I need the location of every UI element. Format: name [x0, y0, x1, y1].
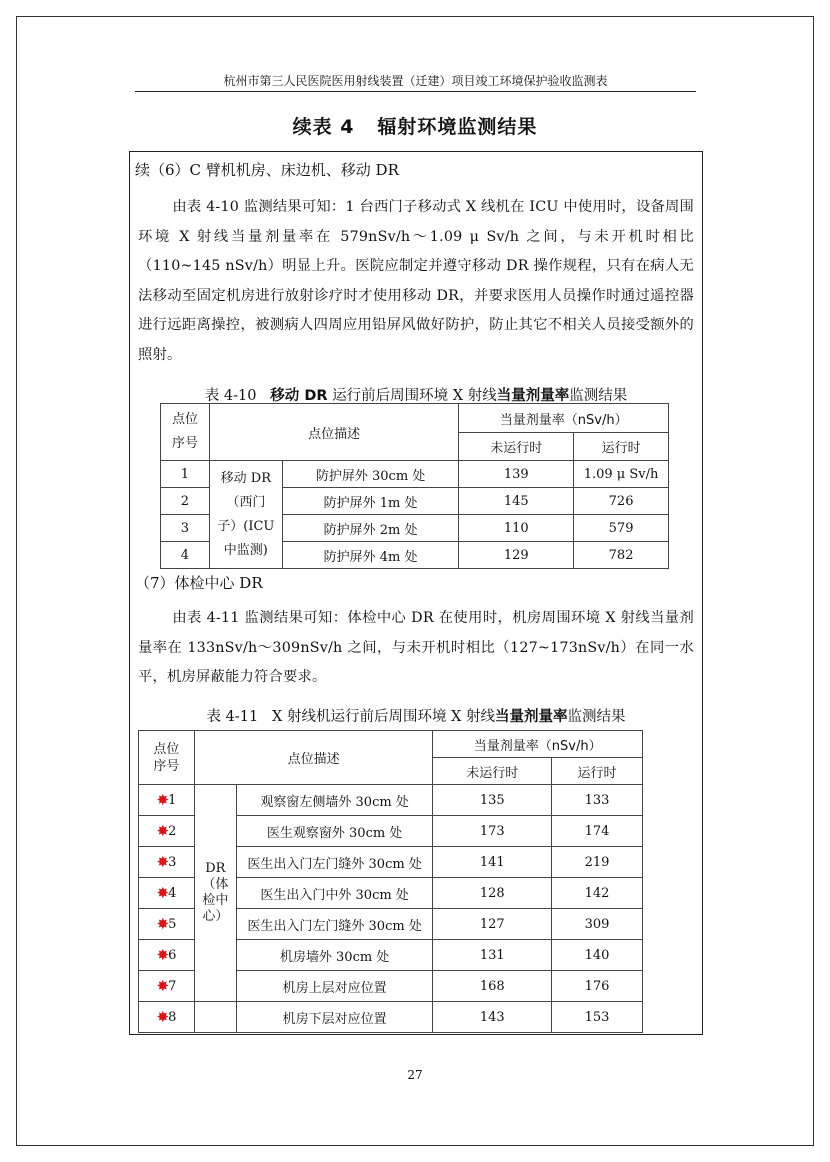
cell-off: 141: [433, 847, 552, 878]
cell-off: 110: [459, 515, 574, 542]
cell-on: 782: [574, 542, 669, 569]
cell-desc: 机房下层对应位置: [236, 1002, 433, 1033]
cell-desc: 防护屏外 4m 处: [282, 542, 459, 569]
running-header: 杭州市第三人民医院医用射线装置（迁建）项目竣工环境保护验收监测表: [223, 74, 608, 88]
caption-bold-1: 移动 DR: [270, 388, 328, 404]
cell-group: 移动 DR （西门 子）(ICU 中监测): [209, 461, 282, 569]
cell-on: 579: [574, 515, 669, 542]
cell-desc: 机房上层对应位置: [236, 971, 433, 1002]
header-point-no: 点位 序号: [139, 731, 195, 785]
cell-no: [139, 971, 195, 1002]
cell-off: 145: [459, 488, 574, 515]
point-number: 8: [168, 1009, 177, 1025]
header-dose-rate: 当量剂量率（nSv/h）: [459, 404, 669, 433]
table-row: [161, 461, 669, 488]
cell-off: 168: [433, 971, 552, 1002]
red-star-icon: ✸: [156, 790, 170, 809]
caption-prefix: 表 4-10: [204, 388, 271, 404]
page-number: 27: [407, 1068, 423, 1082]
table-4-11-caption: [129, 705, 703, 726]
cell-off: 143: [433, 1002, 552, 1033]
section-6-heading: 续（6）C 臂机机房、床边机、移动 DR: [135, 161, 399, 179]
header-on: 运行时: [574, 433, 669, 461]
table-header-row: [139, 731, 643, 758]
header-point-desc: 点位描述: [194, 731, 433, 785]
cell-no: [139, 785, 195, 816]
point-number: 6: [168, 947, 177, 963]
caption-bold: 当量剂量率: [494, 709, 568, 725]
caption-suffix: 监测结果: [569, 388, 628, 404]
cell-no: 1: [161, 461, 210, 488]
cell-desc: 医生出入门中外 30cm 处: [236, 878, 433, 909]
cell-off: 139: [459, 461, 574, 488]
table-4-10: [160, 403, 669, 569]
cell-no: [139, 1002, 195, 1033]
cell-no: [139, 816, 195, 847]
cell-desc: 机房墙外 30cm 处: [236, 940, 433, 971]
cell-on: 142: [552, 878, 643, 909]
cell-group: DR （体 检中 心）: [194, 785, 236, 1002]
red-star-icon: ✸: [156, 852, 170, 871]
cell-no: [139, 878, 195, 909]
cell-no: 2: [161, 488, 210, 515]
caption-suffix: 监测结果: [567, 709, 626, 725]
table-row: [139, 1002, 643, 1033]
cell-off: 131: [433, 940, 552, 971]
point-number: 4: [168, 885, 177, 901]
red-star-icon: ✸: [156, 914, 170, 933]
cell-no: [139, 909, 195, 940]
point-number: 5: [168, 916, 177, 932]
point-number: 2: [168, 823, 177, 839]
red-star-icon: ✸: [156, 976, 170, 995]
point-number: 3: [168, 854, 177, 870]
point-number: 1: [168, 792, 177, 808]
cell-desc: 防护屏外 1m 处: [282, 488, 459, 515]
cell-on: 309: [552, 909, 643, 940]
red-star-icon: ✸: [156, 1007, 170, 1026]
red-star-icon: ✸: [156, 821, 170, 840]
cell-on: 726: [574, 488, 669, 515]
cell-on: 1.09 μ Sv/h: [574, 461, 669, 488]
table-4-11: [138, 730, 643, 1033]
cell-on: 176: [552, 971, 643, 1002]
cell-on: 153: [552, 1002, 643, 1033]
cell-on: 133: [552, 785, 643, 816]
header-on: 运行时: [552, 758, 643, 785]
cell-off: 128: [433, 878, 552, 909]
cell-on: 219: [552, 847, 643, 878]
section-6-paragraph: 由表 4-10 监测结果可知：1 台西门子移动式 X 线机在 ICU 中使用时，设备周围环境 X 射线当量剂量率在 579nSv/h～1.09 μ Sv/h 之间，与未开机时相比（110~145 nSv/h）明显上升。医院应制定并遵守移动 DR 操作规程，只有在病人无法移动至固定机房进行放射诊疗时才使用移动 DR，并要求医用人员操作时通过遥控器进行远距离操控，被测病人四周应用铅屏风做好防护，防止其它不相关人员接受额外的照射。: [138, 199, 694, 363]
point-number: 7: [168, 978, 177, 994]
header-point-no: 点位 序号: [161, 404, 210, 461]
red-star-icon: ✸: [156, 945, 170, 964]
cell-off: 173: [433, 816, 552, 847]
cell-off: 129: [459, 542, 574, 569]
section-7-paragraph: 由表 4-11 监测结果可知：体检中心 DR 在使用时，机房周围环境 X 射线当量剂量率在 133nSv/h～309nSv/h 之间，与未开机时相比（127~173nSv/h）在同一水平，机房屏蔽能力符合要求。: [138, 610, 694, 685]
header-off: 未运行时: [459, 433, 574, 461]
cell-on: 140: [552, 940, 643, 971]
header-off: 未运行时: [433, 758, 552, 785]
header-rule: [135, 91, 696, 92]
section-7-heading: （7）体检中心 DR: [135, 574, 263, 592]
table-row: [139, 785, 643, 816]
cell-desc: 防护屏外 30cm 处: [282, 461, 459, 488]
caption-prefix: 表 4-11 X 射线机运行前后周围环境 X 射线: [206, 709, 495, 725]
cell-no: [139, 847, 195, 878]
cell-on: 174: [552, 816, 643, 847]
table-4-10-caption: [129, 384, 703, 405]
cell-desc: 医生观察窗外 30cm 处: [236, 816, 433, 847]
cell-desc: 医生出入门左门缝外 30cm 处: [236, 909, 433, 940]
header-point-desc: 点位描述: [209, 404, 458, 461]
caption-bold-2: 当量剂量率: [496, 388, 570, 404]
cell-off: 127: [433, 909, 552, 940]
red-star-icon: ✸: [156, 883, 170, 902]
cell-no: 4: [161, 542, 210, 569]
cell-desc: 防护屏外 2m 处: [282, 515, 459, 542]
cell-no: 3: [161, 515, 210, 542]
caption-mid: 运行前后周围环境 X 射线: [327, 388, 497, 404]
header-dose-rate: 当量剂量率（nSv/h）: [433, 731, 643, 758]
cell-group-empty: [194, 1002, 236, 1033]
cell-off: 135: [433, 785, 552, 816]
section-title: 续表 4 辐射环境监测结果: [292, 116, 538, 138]
cell-desc: 观察窗左侧墙外 30cm 处: [236, 785, 433, 816]
cell-desc: 医生出入门左门缝外 30cm 处: [236, 847, 433, 878]
table-header-row: [161, 404, 669, 433]
cell-no: [139, 940, 195, 971]
